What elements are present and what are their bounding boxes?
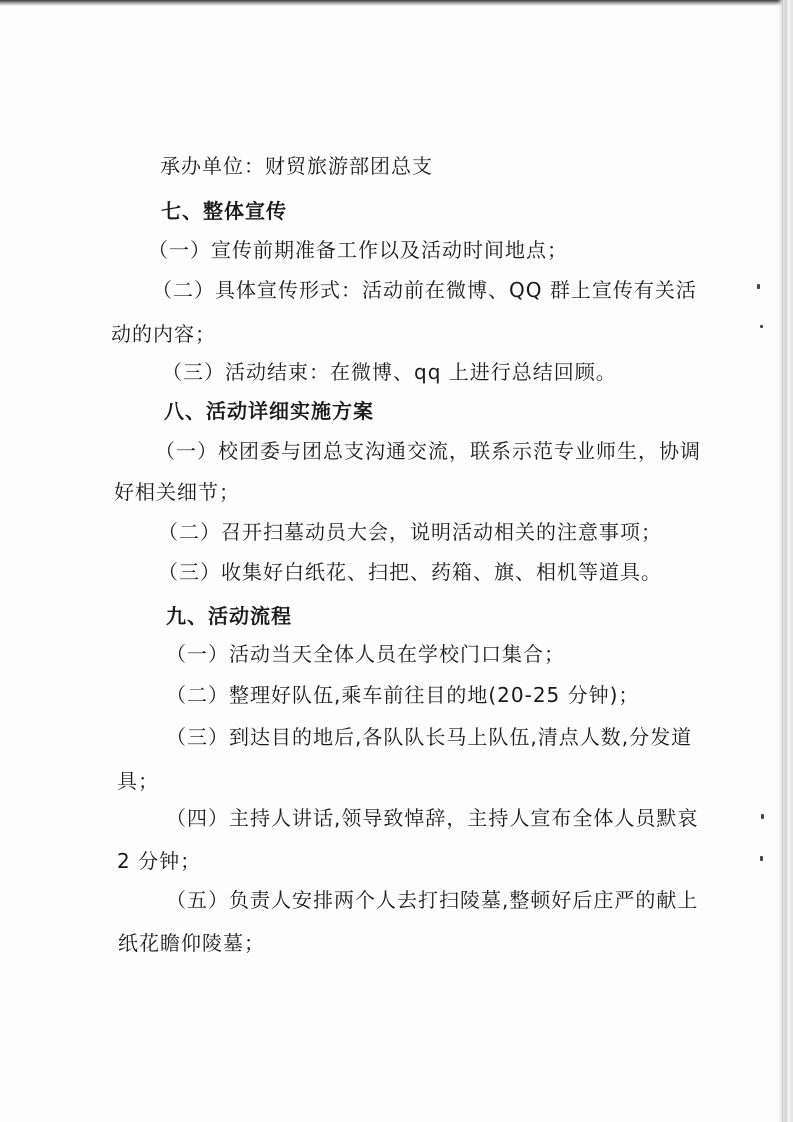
publicity-item-3: （三）活动结束：在微博、qq 上进行总结回顾。 xyxy=(162,360,617,384)
publicity-item-2-cont: 动的内容； xyxy=(111,322,216,346)
publicity-item-1: （一）宣传前期准备工作以及活动时间地点； xyxy=(148,238,568,262)
plan-item-1-cont: 好相关细节； xyxy=(114,480,240,504)
section-heading-plan: 八、活动详细实施方案 xyxy=(164,399,374,423)
process-item-5: （五）负责人安排两个人去打扫陵墓,整顿好后庄严的献上 xyxy=(166,888,699,912)
process-item-4-cont: 2 分钟； xyxy=(117,849,202,873)
scan-speck xyxy=(757,284,760,289)
publicity-item-2: （二）具体宣传形式：活动前在微博、QQ 群上宣传有关活 xyxy=(152,278,697,302)
scan-right-line xyxy=(782,0,783,1122)
process-item-4: （四）主持人讲话,领导致悼辞，主持人宣布全体人员默哀 xyxy=(166,806,699,830)
scan-top-edge xyxy=(0,0,793,6)
scan-speck xyxy=(760,325,763,328)
process-item-1: （一）活动当天全体人员在学校门口集合； xyxy=(166,642,565,666)
process-item-2: （二）整理好队伍,乘车前往目的地(20-25 分钟)； xyxy=(166,683,640,707)
scan-speck xyxy=(761,814,764,819)
process-item-3: （三）到达目的地后,各队队长马上队伍,清点人数,分发道 xyxy=(166,725,693,749)
process-item-3-cont: 具； xyxy=(117,769,159,793)
plan-item-1: （一）校团委与团总支沟通交流，联系示范专业师生，协调 xyxy=(155,439,701,463)
scan-right-edge xyxy=(777,0,793,1122)
plan-item-2: （二）召开扫墓动员大会，说明活动相关的注意事项； xyxy=(158,520,662,544)
plan-item-3: （三）收集好白纸花、扫把、药箱、旗、相机等道具。 xyxy=(158,560,662,584)
scan-speck xyxy=(760,856,763,861)
section-heading-publicity: 七、整体宣传 xyxy=(161,199,287,223)
organizer-line: 承办单位：财贸旅游部团总支 xyxy=(160,154,433,178)
process-item-5-cont: 纸花瞻仰陵墓； xyxy=(118,931,265,955)
section-heading-process: 九、活动流程 xyxy=(166,604,292,628)
